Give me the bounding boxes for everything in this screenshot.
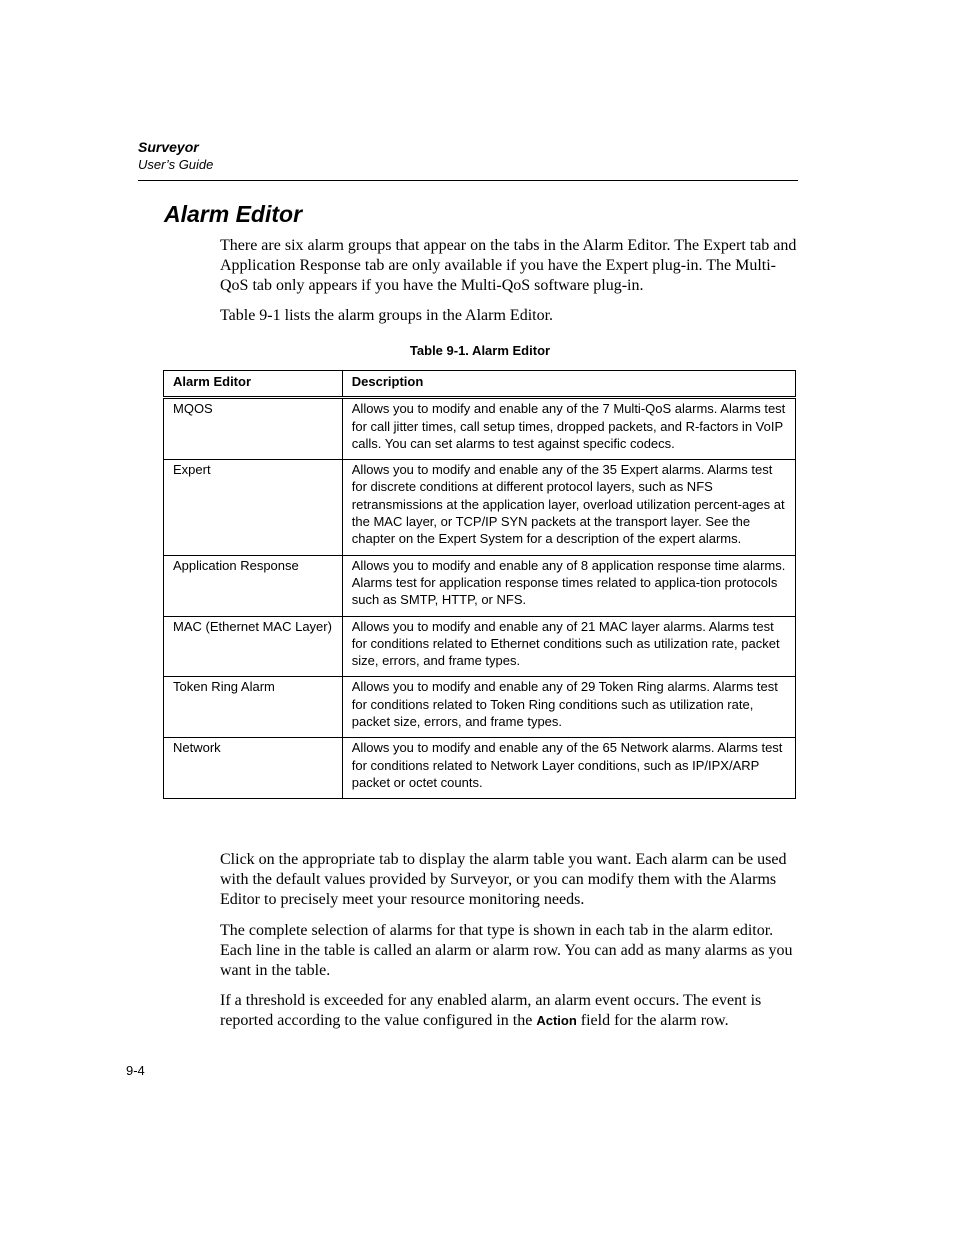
threshold-paragraph [220, 991, 798, 1031]
threshold-text-start: If a threshold is exceeded for any enabled alarm, an alarm event occurs. The event is reported according to the value configured in the [220, 992, 762, 1029]
alarm-group-description: Allows you to modify and enable any of 8 application response time alarms. Alarms test for application response times related to applica-tion protocols such as SMTP, HTTP, or NFS. [342, 555, 795, 616]
header-rule [138, 180, 798, 181]
table-row [164, 460, 796, 555]
page-number: 9-4 [126, 1063, 145, 1078]
alarm-group-description: Allows you to modify and enable any of 21 MAC layer alarms. Alarms test for conditions related to Ethernet conditions such as utilization rate, packet size, errors, and frame types. [342, 616, 795, 677]
running-header [138, 138, 213, 173]
table-caption: Table 9-1. Alarm Editor [409, 343, 551, 358]
section-title: Alarm Editor [164, 201, 303, 227]
alarm-group-description: Allows you to modify and enable any of the 7 Multi-QoS alarms. Alarms test for call jitter times, call setup times, dropped packets, and R-factors in VoIP calls. You can set alarms to test against specific codecs. [342, 398, 795, 460]
product-name: Surveyor [138, 139, 199, 155]
threshold-text-end: field for the alarm row. [576, 1012, 729, 1029]
alarm-editor-table [163, 370, 796, 799]
table-row [164, 555, 796, 616]
alarm-group-name: Expert [164, 460, 343, 555]
table-reference-paragraph: Table 9-1 lists the alarm groups in the Alarm Editor. [220, 307, 554, 324]
table-row [164, 398, 796, 460]
intro-paragraph: There are six alarm groups that appear on the tabs in the Alarm Editor. The Expert tab and Application Response tab are only available if you have the Expert plug-in. The Multi-QoS tab only appears if you have the Multi-QoS software plug-in. [220, 237, 797, 294]
alarm-group-description: Allows you to modify and enable any of the 35 Expert alarms. Alarms test for discrete conditions at different protocol layers, such as NFS retransmissions at the application layer, overload utilization percent-ages at the MAC layer, or TCP/IP SYN packets at the transport layer. See the chapter on the Expert System for a description of the expert alarms. [342, 460, 795, 555]
table-row [164, 677, 796, 738]
alarm-group-description: Allows you to modify and enable any of the 65 Network alarms. Alarms test for conditions related to Network Layer conditions, such as IP/IPX/ARP packet or octet counts. [342, 738, 795, 799]
table-row [164, 616, 796, 677]
alarm-group-name: Network [164, 738, 343, 799]
alarm-group-name: MAC (Ethernet MAC Layer) [164, 616, 343, 677]
alarm-group-description: Allows you to modify and enable any of 29 Token Ring alarms. Alarms test for conditions related to Token Ring conditions such as utilization rate, packet size, errors, and frame types. [342, 677, 795, 738]
action-field-name: Action [536, 1013, 577, 1028]
guide-name: User’s Guide [138, 157, 214, 172]
column-header-description: Description [342, 371, 795, 398]
table-header-row [164, 371, 796, 398]
alarm-group-name: Token Ring Alarm [164, 677, 343, 738]
click-tab-paragraph: Click on the appropriate tab to display the alarm table you want. Each alarm can be used with the default values provided by Surveyor, or you can modify them with the Alarms Editor to precisely meet your resource monitoring needs. [220, 851, 787, 908]
column-header-alarm-editor: Alarm Editor [164, 371, 343, 398]
table-row [164, 738, 796, 799]
alarm-group-name: MQOS [164, 398, 343, 460]
alarm-group-name: Application Response [164, 555, 343, 616]
complete-selection-paragraph: The complete selection of alarms for that type is shown in each tab in the alarm editor. Each line in the table is called an alarm or alarm row. You can add as many alarms as you want in the table. [220, 922, 793, 979]
